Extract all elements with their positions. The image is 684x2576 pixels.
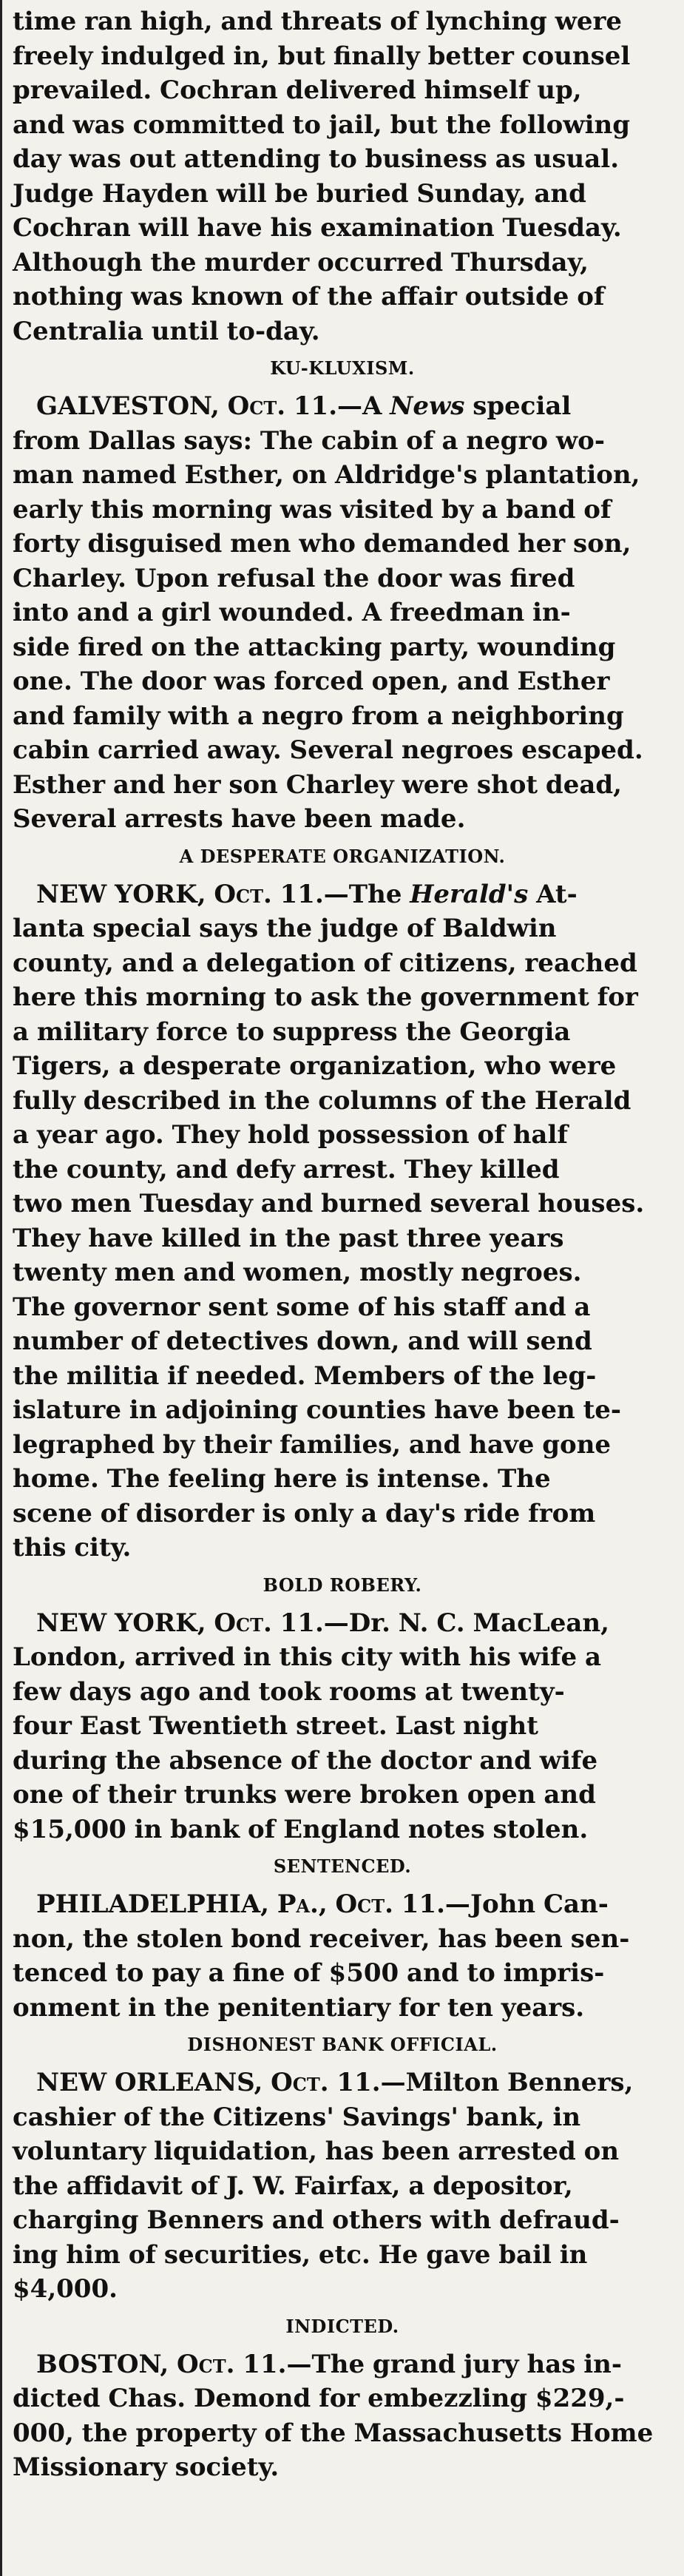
story-lead: Dr. N. C. MacLean, (348, 1608, 609, 1638)
text-line: one. The door was forced open, and Esther (13, 667, 610, 696)
text-line: voluntary liquidation, has been arrested on (13, 2137, 620, 2166)
text-line: cabin carried away. Several negroes escaped. (13, 735, 643, 765)
story-lead-line (13, 877, 672, 912)
text-line: The governor sent some of his staff and a (13, 1292, 591, 1322)
story-dateline: GALVESTON, Oct. 11.— (36, 391, 363, 421)
text-line: Cochran will have his examination Tuesday. (13, 213, 622, 243)
text-line: freely indulged in, but finally better counsel (13, 41, 631, 71)
text-line: scene of disorder is only a day's ride from (13, 1498, 596, 1528)
story-body (13, 2066, 672, 2307)
story-dateline: NEW YORK, Oct. 11.— (36, 1608, 349, 1638)
story-lead-italic: Herald's (410, 879, 529, 909)
story-lead: A (362, 391, 390, 421)
text-line: one of their trunks were broken open and (13, 1780, 596, 1810)
text-line: the militia if needed. Members of the leg- (13, 1361, 597, 1391)
story-desperate-organization (13, 846, 672, 1565)
text-line: and was committed to jail, but the following (13, 109, 631, 140)
story-heading: A DESPERATE ORGANIZATION. (179, 845, 506, 867)
story-heading: DISHONEST BANK OFFICIAL. (187, 2034, 498, 2055)
story-lead-rest: special (464, 391, 572, 421)
text-line: a military force to suppress the Georgia (13, 1016, 571, 1047)
text-line: non, the stolen bond receiver, has been sen- (13, 1923, 630, 1954)
text-line: London, arrived in this city with his wife a (13, 1642, 601, 1672)
story-dateline: BOSTON, Oct. 11.— (36, 2349, 312, 2379)
text-line: islature in adjoining counties have been te- (13, 1395, 622, 1425)
story-body (13, 1887, 672, 2025)
text-line: the affidavit of J. W. Fairfax, a depositor, (13, 2171, 573, 2201)
text-line: here this morning to ask the government for (13, 982, 638, 1012)
story-lead-line (13, 2347, 672, 2382)
story-lead-rest: At- (528, 879, 578, 909)
text-line: side fired on the attacking party, wounding (13, 632, 616, 662)
text-line: Charley. Upon refusal the door was fired (13, 563, 575, 593)
text-line: twenty men and women, mostly negroes. (13, 1258, 582, 1287)
text-line: Centralia until to-day. (13, 316, 320, 346)
text-line: and family with a negro from a neighboring (13, 701, 624, 731)
text-line: charging Benners and others with defraud- (13, 2205, 620, 2235)
story-heading: INDICTED. (285, 2315, 399, 2337)
text-line: the county, and defy arrest. They killed (13, 1154, 560, 1184)
text-line: few days ago and took rooms at twenty- (13, 1676, 565, 1707)
story-heading: SENTENCED. (273, 1855, 412, 1877)
text-line: 000, the property of the Massachusetts Home (13, 2418, 654, 2448)
story-lead-line (13, 389, 672, 424)
story-lead-line (13, 1887, 672, 1922)
story-lead-italic: News (390, 391, 465, 421)
story-lead: The (348, 879, 410, 909)
text-line: $15,000 in bank of England notes stolen. (13, 1814, 589, 1844)
text-line: forty disguised men who demanded her son, (13, 529, 631, 559)
story-lead: John Can- (470, 1889, 609, 1919)
story-indicted (13, 2316, 672, 2485)
text-line: cashier of the Citizens' Savings' bank, in (13, 2102, 581, 2132)
text-line: ing him of securities, etc. He gave bail in (13, 2239, 588, 2270)
text-line: this city. (13, 1533, 132, 1562)
story-lead: Milton Benners, (405, 2068, 634, 2097)
text-line: $4,000. (13, 2274, 118, 2304)
text-line: fully described in the columns of the Herald (13, 1085, 631, 1116)
story-heading: BOLD ROBERY. (263, 1574, 422, 1596)
text-line: Judge Hayden will be buried Sunday, and (13, 178, 586, 209)
story-dishonest-bank-official (13, 2034, 672, 2307)
story-body (13, 877, 672, 1565)
story-lead-line (13, 2066, 672, 2100)
text-line: early this morning was visited by a band of (13, 494, 612, 525)
story-ku-kluxism (13, 357, 672, 837)
text-line: two men Tuesday and burned several houses. (13, 1189, 645, 1218)
intro-paragraph (13, 4, 672, 348)
story-lead: The grand jury has in- (311, 2349, 622, 2379)
text-line: during the absence of the doctor and wife (13, 1745, 598, 1776)
text-line: from Dallas says: The cabin of a negro wo- (13, 425, 605, 456)
story-body (13, 2347, 672, 2485)
text-line: Missionary society. (13, 2452, 280, 2482)
text-line: prevailed. Cochran delivered himself up, (13, 75, 582, 105)
text-line: Esther and her son Charley were shot dead, (13, 769, 622, 800)
text-line: legraphed by their families, and have gone (13, 1429, 612, 1460)
text-line: lanta special says the judge of Baldwin (13, 914, 557, 943)
story-dateline: NEW YORK, Oct. 11.— (36, 879, 349, 909)
text-line: dicted Chas. Demond for embezzling $229,- (13, 2384, 625, 2413)
story-dateline: PHILADELPHIA, Pa., Oct. 11.— (36, 1889, 470, 1919)
story-dateline: NEW ORLEANS, Oct. 11.— (36, 2068, 406, 2097)
story-body (13, 1606, 672, 1847)
text-line: day was out attending to business as usual. (13, 144, 620, 174)
text-line: nothing was known of the affair outside of (13, 282, 605, 311)
text-line: number of detectives down, and will send (13, 1326, 592, 1356)
text-line: onment in the penitentiary for ten years. (13, 1992, 585, 2023)
text-line: They have killed in the past three years (13, 1223, 564, 1253)
story-bold-robery (13, 1574, 672, 1847)
text-line: time ran high, and threats of lynching were (13, 7, 623, 36)
text-line: man named Esther, on Aldridge's plantation, (13, 460, 640, 490)
text-line: into and a girl wounded. A freedman in- (13, 598, 571, 627)
text-line: Although the murder occurred Thursday, (13, 247, 589, 277)
story-sentenced (13, 1855, 672, 2025)
text-line: home. The feeling here is intense. The (13, 1464, 551, 1494)
text-line: tenced to pay a fine of $500 and to impris- (13, 1958, 605, 1988)
text-line: Several arrests have been made. (13, 804, 466, 834)
text-line: a year ago. They hold possession of half (13, 1120, 568, 1150)
text-line: Tigers, a desperate organization, who were (13, 1051, 617, 1081)
story-heading: KU-KLUXISM. (270, 357, 415, 379)
story-lead-line (13, 1606, 672, 1641)
story-body (13, 389, 672, 837)
text-line: four East Twentieth street. Last night (13, 1711, 538, 1741)
text-line: county, and a delegation of citizens, reached (13, 948, 637, 978)
